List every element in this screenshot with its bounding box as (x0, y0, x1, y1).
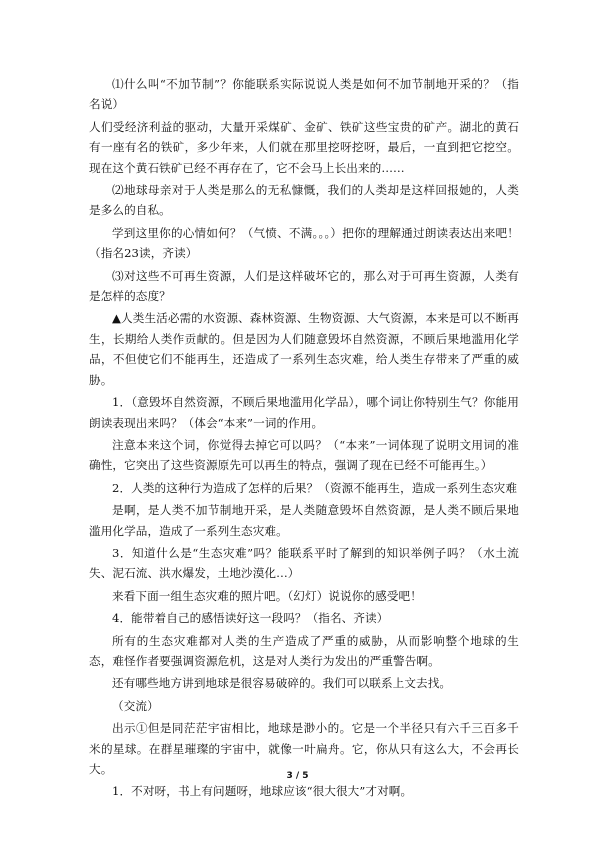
paragraph: ⑵地球母亲对于人类是那么的无私慷慨，我们的人类却是这样回报她的，人类是多么的自私。 (89, 183, 519, 218)
paragraph: 是啊，是人类不加节制地开采，是人类随意毁坏自然资源，是人类不顾后果地滥用化学品，造成了一系列生态灾难。 (89, 503, 519, 538)
paragraph: 1．不对呀，书上有问题呀，地球应该“很大很大”才对啊。 (112, 784, 413, 799)
paragraph: 学到这里你的心情如何？（气愤、不满。。。）把你的理解通过朗读表达出来吧！（指名23读，齐读） (89, 225, 519, 261)
paragraph: （交流） (112, 698, 159, 713)
paragraph: ⑴什么叫“不加节制”？你能联系实际说说人类是如何不加节制地开采的？（指名说） (89, 77, 519, 112)
paragraph: 所有的生态灾难都对人类的生产造成了严重的威胁，从而影响整个地球的生态，难怪作者要强调资源危机，这是对人类行为发出的严重警告啊。 (89, 633, 519, 668)
paragraph: 3．知道什么是“生态灾难”吗？能联系平时了解到的知识举例子吗？（水土流失、泥石流、洪水爆发，土地沙漠化…） (89, 545, 519, 581)
paragraph: 出示①但是同茫茫宇宙相比，地球是渺小的。它是一个半径只有六千三百多千米的星球。在群星璀璨的宇宙中，就像一叶扁舟。它，你从只有这么大，不会再长大。 (89, 721, 519, 776)
paragraph: 4．能带着自己的感悟读好这一段吗？（指名、齐读） (112, 611, 389, 626)
paragraph: 还有哪些地方讲到地球是很容易破碎的。我们可以联系上文去找。 (112, 676, 452, 691)
paragraph: ⑶对这些不可再生资源，人们是这样破坏它的，那么对于可再生资源，人类有是怎样的态度？ (89, 268, 519, 304)
paragraph: 1．（意毁坏自然资源，不顾后果地滥用化学品），哪个词让你特别生气？你能用朗读表现出来吗？（体会“本来”一词的作用。 (89, 395, 519, 430)
document-body (89, 74, 519, 804)
page-number: 3 / 5 (286, 771, 309, 781)
paragraph: 2．人类的这种行为造成了怎样的后果？（资源不能再生，造成一系列生态灾难 (112, 480, 518, 495)
paragraph: 注意本来这个词，你觉得去掉它可以吗？（“本来”一词体现了说明文用词的准确性，它突出了这些资源原先可以再生的特点，强调了现在已经不可能再生。） (89, 437, 519, 473)
paragraph: ▲人类生活必需的水资源、森林资源、生物资源、大气资源，本来是可以不断再生，长期给人类作贡献的。但是因为人们随意毁坏自然资源，不顾后果地滥用化学品，不但使它们不能再生，还造成了一系列生态灾难，给人类生存带来了严重的威胁。 (89, 311, 519, 387)
paragraph: 来看下面一组生态灾难的照片吧。（幻灯）说说你的感受吧！ (112, 588, 422, 603)
paragraph: 人们受经济利益的驱动，大量开采煤矿、金矿、铁矿这些宝贵的矿产。湖北的黄石有一座有名的铁矿，多少年来，人们就在那里挖呀挖呀，最后，一直到把它挖空。现在这个黄石铁矿已经不再存在了，它不会马上长出来的…… (89, 119, 519, 175)
